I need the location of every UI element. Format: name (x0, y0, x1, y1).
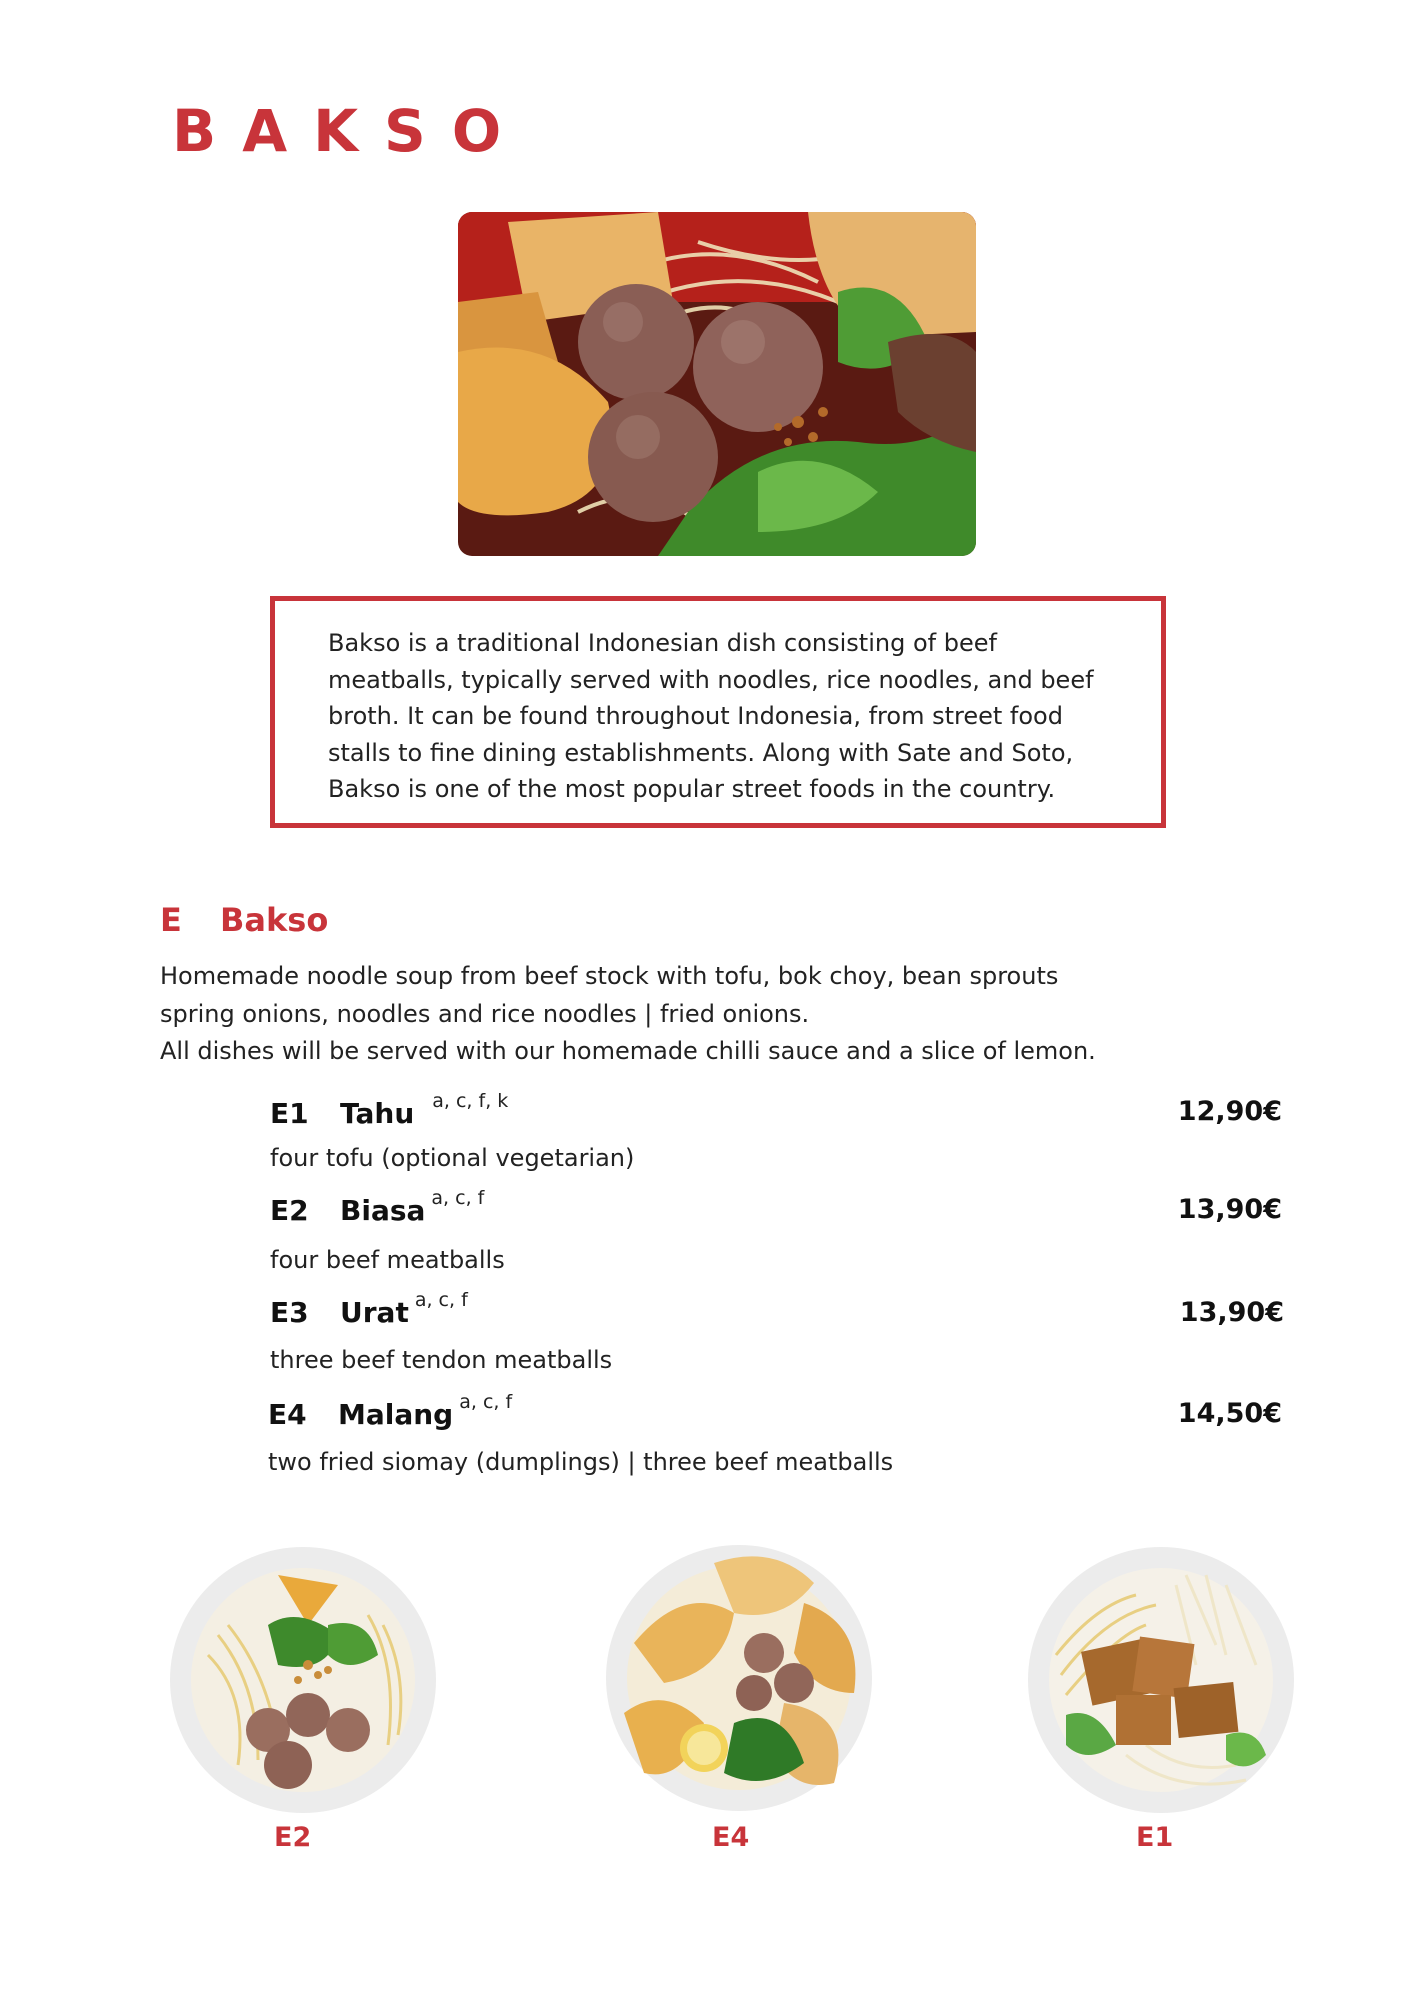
item-code: E3 (270, 1296, 309, 1329)
item-code: E2 (270, 1194, 309, 1227)
menu-item-e2 (270, 1187, 484, 1227)
item-allergens: a, c, f (459, 1391, 513, 1413)
section-description (160, 958, 1160, 1071)
section-description-line: Homemade noodle soup from beef stock with tofu, bok choy, bean sprouts (160, 962, 1059, 990)
item-allergens: a, c, f (414, 1289, 468, 1311)
section-letter: E (160, 901, 182, 939)
bowl-photo-e2 (168, 1545, 438, 1815)
bowl-photo-e4 (604, 1543, 874, 1813)
menu-item-e1 (270, 1090, 508, 1130)
section-heading (160, 900, 328, 940)
bowl-label-e1: E1 (1136, 1822, 1174, 1853)
item-name: Biasa (340, 1194, 426, 1227)
section-name: Bakso (220, 901, 329, 939)
bowl-label-e2: E2 (274, 1822, 312, 1853)
item-name: Urat (340, 1296, 409, 1329)
item-name: Tahu (340, 1097, 415, 1130)
item-code: E1 (270, 1097, 309, 1130)
bowl-label-e4: E4 (712, 1822, 750, 1853)
item-code: E4 (268, 1398, 307, 1431)
item-description: four beef meatballs (270, 1246, 505, 1274)
intro-box (270, 596, 1166, 828)
menu-item-e4 (268, 1391, 512, 1431)
item-price: 14,50€ (1177, 1398, 1282, 1429)
item-allergens: a, c, f, k (432, 1090, 509, 1112)
section-description-line: spring onions, noodles and rice noodles | fried onions. (160, 999, 810, 1028)
item-price: 13,90€ (1177, 1194, 1282, 1225)
page-title: BAKSO (172, 97, 528, 165)
item-name: Malang (338, 1398, 454, 1431)
item-description: three beef tendon meatballs (270, 1346, 613, 1374)
intro-text: Bakso is a traditional Indonesian dish consisting of beef meatballs, typically served with noodles, rice noodles, and beef broth. It can be found throughout Indonesia, from street food stalls to fine dining establishments. Along with Sate and Soto, Bakso is one of the most popular street foods in the country. (328, 629, 1094, 803)
item-description: four tofu (optional vegetarian) (270, 1144, 635, 1172)
item-price: 13,90€ (1179, 1297, 1284, 1328)
item-price: 12,90€ (1177, 1096, 1282, 1127)
hero-photo-bakso (458, 212, 976, 556)
item-description: two fried siomay (dumplings) | three beef meatballs (268, 1448, 894, 1476)
section-description-line: All dishes will be served with our homemade chilli sauce and a slice of lemon. (160, 1037, 1096, 1065)
bowl-photo-e1 (1026, 1545, 1296, 1815)
item-allergens: a, c, f (431, 1187, 485, 1209)
menu-item-e3 (270, 1289, 468, 1329)
